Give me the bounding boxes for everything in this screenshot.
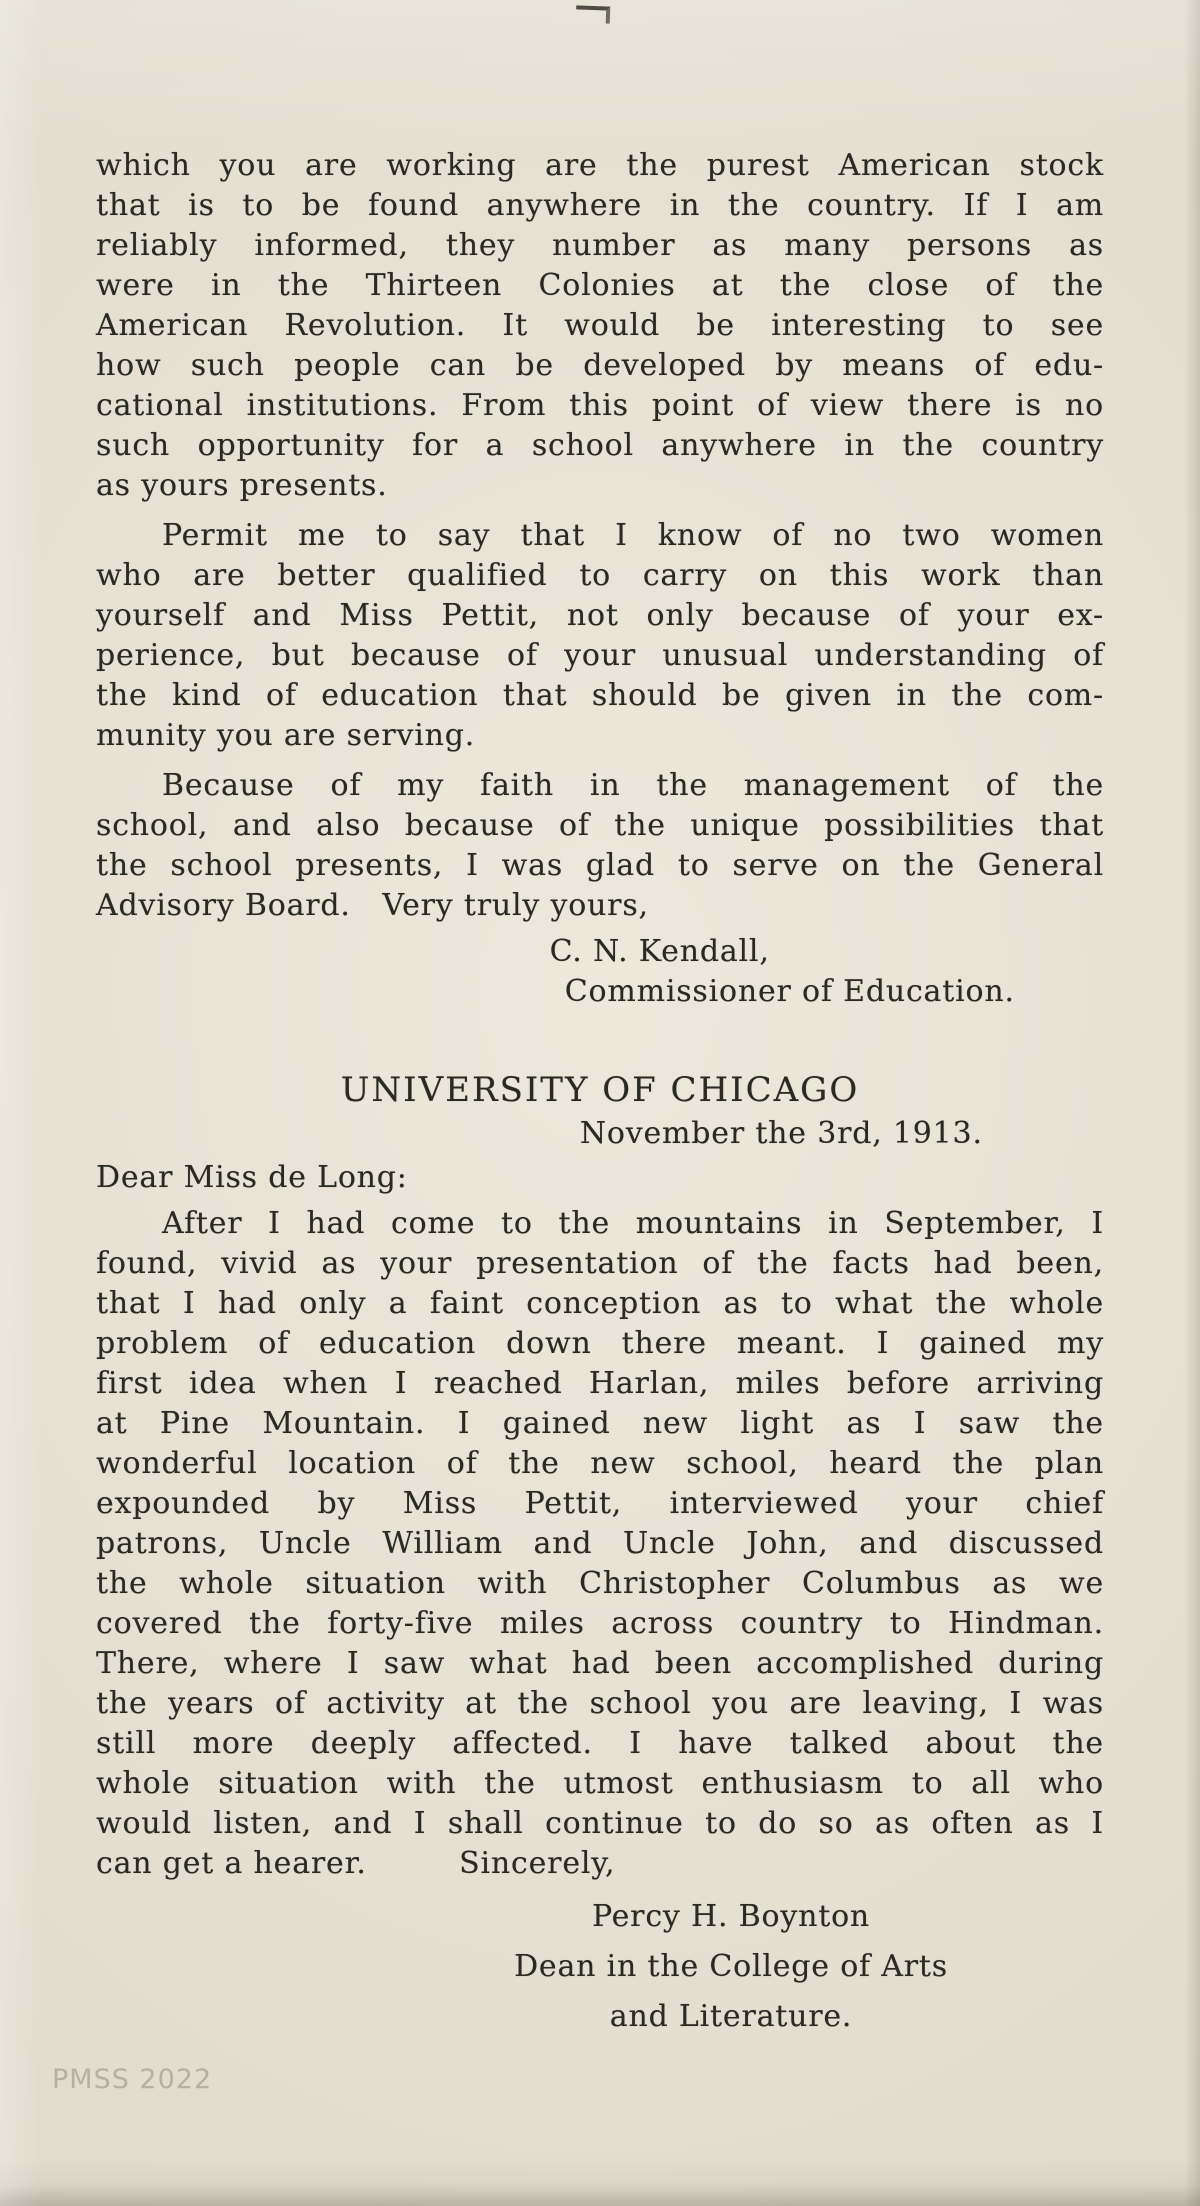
text-line: the school presents, I was glad to serve on the General <box>96 848 1104 883</box>
text-line: as yours presents. <box>96 468 388 503</box>
text-line: Because of my faith in the management of the <box>162 768 1104 803</box>
text-line: perience, but because of your unusual understanding of <box>96 638 1104 673</box>
text-line: problem of education down there meant. I gained my <box>96 1326 1104 1361</box>
paragraph <box>96 516 1104 756</box>
text-line: were in the Thirteen Colonies at the close of the <box>96 268 1104 303</box>
text-line: can get a hearer. Sincerely, <box>96 1846 616 1881</box>
text-line: which you are working are the purest American stock <box>96 148 1104 183</box>
text-line: that I had only a faint conception as to what the whole <box>96 1286 1104 1321</box>
text-line: cational institutions. From this point of view there is no <box>96 388 1104 423</box>
signature-title-line-1: Dean in the College of Arts <box>514 1949 948 1984</box>
text-line: yourself and Miss Pettit, not only because of your ex- <box>96 598 1104 633</box>
salutation: Dear Miss de Long: <box>96 1160 408 1195</box>
text-line: how such people can be developed by means of edu- <box>96 348 1104 383</box>
text-line: would listen, and I shall continue to do so as often as I <box>96 1806 1104 1841</box>
text-line: that is to be found anywhere in the country. If I am <box>96 188 1104 223</box>
text-line: expounded by Miss Pettit, interviewed your chief <box>96 1486 1104 1521</box>
text-line: There, where I saw what had been accomplished during <box>96 1646 1104 1681</box>
letter-kendall-body <box>96 146 1104 926</box>
letter-date: November the 3rd, 1913. <box>579 1116 983 1151</box>
text-line: Advisory Board. Very truly yours, <box>96 888 649 923</box>
text-line: at Pine Mountain. I gained new light as I saw the <box>96 1406 1104 1441</box>
text-line: the years of activity at the school you are leaving, I was <box>96 1686 1104 1721</box>
signature-block-boynton <box>429 1892 1034 2042</box>
text-line: American Revolution. It would be interesting to see <box>96 308 1104 343</box>
text-line: first idea when I reached Harlan, miles before arriving <box>96 1366 1104 1401</box>
paragraph <box>96 146 1104 506</box>
scan-artifact-mark <box>576 5 611 23</box>
letterhead-title: UNIVERSITY OF CHICAGO <box>340 1070 860 1110</box>
text-line: Permit me to say that I know of no two women <box>162 518 1104 553</box>
text-line: munity you are serving. <box>96 718 476 753</box>
signature-name: Percy H. Boynton <box>591 1899 871 1934</box>
text-line: covered the forty-five miles across country to Hindman. <box>96 1606 1104 1641</box>
text-line: whole situation with the utmost enthusiasm to all who <box>96 1766 1104 1801</box>
signature-name: C. N. Kendall, <box>549 934 770 969</box>
letter-boynton-body <box>96 1204 1104 1884</box>
signature-block-kendall <box>96 932 1104 1012</box>
text-line: such opportunity for a school anywhere in the country <box>96 428 1104 463</box>
text-line: reliably informed, they number as many persons as <box>96 228 1104 263</box>
text-line: the kind of education that should be given in the com- <box>96 678 1104 713</box>
text-line: who are better qualified to carry on this work than <box>96 558 1104 593</box>
paragraph <box>96 1204 1104 1884</box>
text-line: school, and also because of the unique possibilities that <box>96 808 1104 843</box>
text-line: patrons, Uncle William and Uncle John, and discussed <box>96 1526 1104 1561</box>
watermark: PMSS 2022 <box>52 2064 213 2095</box>
text-line: wonderful location of the new school, heard the plan <box>96 1446 1104 1481</box>
text-line: found, vivid as your presentation of the facts had been, <box>96 1246 1104 1281</box>
signature-title-line-2: and Literature. <box>609 1999 853 2034</box>
text-line: still more deeply affected. I have talked about the <box>96 1726 1104 1761</box>
paragraph <box>96 766 1104 926</box>
text-line: the whole situation with Christopher Columbus as we <box>96 1566 1104 1601</box>
text-line: After I had come to the mountains in September, I <box>162 1206 1104 1241</box>
signature-title: Commissioner of Education. <box>564 974 1015 1009</box>
